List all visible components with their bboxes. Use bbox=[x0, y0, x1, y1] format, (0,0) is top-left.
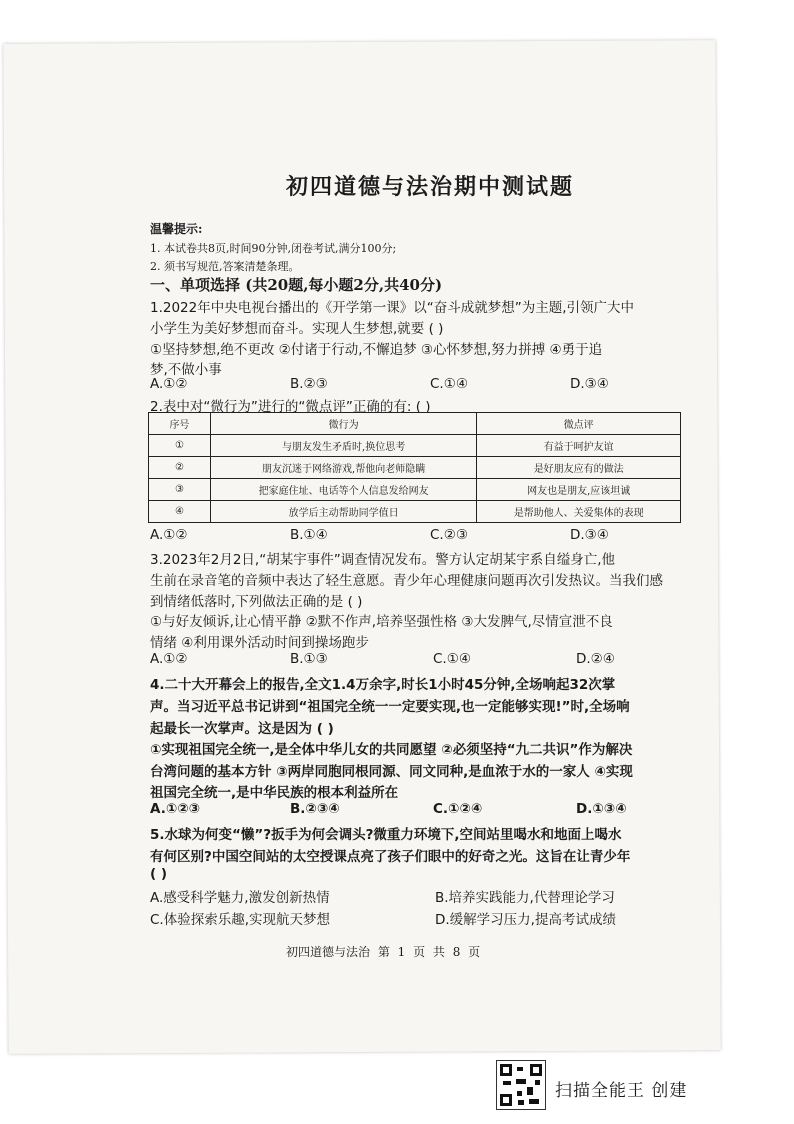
q5-stem-2: 有何区别?中国空间站的太空授课点亮了孩子们眼中的好奇之光。这旨在让青少年 bbox=[150, 849, 631, 865]
q4-option-d: D.①③④ bbox=[576, 801, 627, 817]
table-header: 序号 bbox=[149, 413, 211, 435]
table-cell: 是好朋友应有的做法 bbox=[477, 457, 681, 479]
q1-option-d: D.③④ bbox=[570, 376, 609, 392]
table-cell: 有益于呵护友谊 bbox=[477, 435, 681, 457]
q4-items-3: 祖国完全统一,是中华民族的根本利益所在 bbox=[150, 785, 399, 801]
tip-2: 2. 须书写规范,答案清楚条理。 bbox=[150, 260, 300, 273]
table-header: 微点评 bbox=[477, 413, 681, 435]
q4-option-b: B.②③④ bbox=[290, 801, 340, 817]
q4-stem-1: 4.二十大开幕会上的报告,全文1.4万余字,时长1小时45分钟,全场响起32次掌 bbox=[150, 677, 616, 693]
q3-option-a: A.①② bbox=[150, 651, 188, 667]
table-row bbox=[149, 457, 681, 479]
q3-stem-2: 生前在录音笔的音频中表达了轻生意愿。青少年心理健康问题再次引发热议。当我们感 bbox=[150, 573, 663, 589]
tips-heading: 温馨提示: bbox=[150, 222, 203, 236]
q4-items-1: ①实现祖国完全统一,是全体中华儿女的共同愿望 ②必须坚持“九二共识”作为解决 bbox=[150, 742, 633, 758]
q4-stem-2: 声。当习近平总书记讲到“祖国完全统一一定要实现,也一定能够实现!”时,全场响 bbox=[150, 699, 630, 715]
q4-items-2: 台湾问题的基本方针 ③两岸同胞同根同源、同文同种,是血浓于水的一家人 ④实现 bbox=[150, 764, 633, 780]
q1-items-1: ①坚持梦想,绝不更改 ②付诸于行动,不懈追梦 ③心怀梦想,努力拼搏 ④勇于追 bbox=[150, 342, 603, 358]
scanner-watermark: 扫描全能王 创建 bbox=[555, 1081, 688, 1101]
q2-option-b: B.①④ bbox=[290, 527, 328, 543]
table-cell: ② bbox=[149, 457, 211, 479]
q5-option-a: A.感受科学魅力,激发创新热情 bbox=[150, 890, 330, 906]
q5-option-d: D.缓解学习压力,提高考试成绩 bbox=[435, 912, 616, 928]
q3-stem-3: 到情绪低落时,下列做法正确的是 ( ) bbox=[150, 594, 363, 610]
q1-option-c: C.①④ bbox=[430, 376, 468, 392]
q3-option-c: C.①④ bbox=[433, 651, 471, 667]
q5-stem-1: 5.水球为何变“懒”?扳手为何会调头?微重力环境下,空间站里喝水和地面上喝水 bbox=[150, 827, 622, 843]
table-cell: 是帮助他人、关爱集体的表现 bbox=[477, 501, 681, 523]
table-row bbox=[149, 435, 681, 457]
table-header: 微行为 bbox=[210, 413, 476, 435]
q2-option-d: D.③④ bbox=[570, 527, 609, 543]
table-cell: 把家庭住址、电话等个人信息发给网友 bbox=[210, 479, 476, 501]
table-row bbox=[149, 479, 681, 501]
table-cell: 与朋友发生矛盾时,换位思考 bbox=[210, 435, 476, 457]
table-cell: 朋友沉迷于网络游戏,帮他向老师隐瞒 bbox=[210, 457, 476, 479]
table-cell: 放学后主动帮助同学值日 bbox=[210, 501, 476, 523]
q1-items-2: 梦,不做小事 bbox=[150, 362, 222, 378]
q1-option-a: A.①② bbox=[150, 376, 188, 392]
page-title: 初四道德与法治期中测试题 bbox=[286, 174, 575, 200]
section-heading: 一、单项选择 (共20题,每小题2分,共40分) bbox=[150, 276, 443, 294]
table-row bbox=[149, 501, 681, 523]
q4-option-c: C.①②④ bbox=[433, 801, 483, 817]
q1-option-b: B.②③ bbox=[290, 376, 328, 392]
q3-items-2: 情绪 ④利用课外活动时间到操场跑步 bbox=[150, 635, 369, 651]
table-header-row bbox=[149, 413, 681, 435]
table-cell: ① bbox=[149, 435, 211, 457]
table-cell: ④ bbox=[149, 501, 211, 523]
q3-option-d: D.②④ bbox=[576, 651, 615, 667]
q5-stem-3: ( ) bbox=[150, 866, 168, 882]
q2-option-c: C.②③ bbox=[430, 527, 468, 543]
table-cell: ③ bbox=[149, 479, 211, 501]
q5-option-c: C.体验探索乐趣,实现航天梦想 bbox=[150, 912, 331, 928]
q2-option-a: A.①② bbox=[150, 527, 188, 543]
q5-option-b: B.培养实践能力,代替理论学习 bbox=[435, 890, 615, 906]
tip-1: 1. 本试卷共8页,时间90分钟,闭卷考试,满分100分; bbox=[150, 242, 397, 255]
q3-stem-1: 3.2023年2月2日,“胡某宇事件”调查情况发布。警方认定胡某宇系自缢身亡,他 bbox=[150, 552, 615, 568]
q2-table bbox=[148, 412, 681, 523]
q3-option-b: B.①③ bbox=[290, 651, 328, 667]
q2-stem: 2.表中对“微行为”进行的“微点评”正确的有: ( ) bbox=[150, 399, 431, 415]
q4-option-a: A.①②③ bbox=[150, 801, 201, 817]
q1-stem-1: 1.2022年中央电视台播出的《开学第一课》以“奋斗成就梦想”为主题,引领广大中 bbox=[150, 300, 635, 316]
q4-stem-3: 起最长一次掌声。这是因为 ( ) bbox=[150, 721, 334, 737]
table-cell: 网友也是朋友,应该坦诚 bbox=[477, 479, 681, 501]
qr-code-icon bbox=[496, 1060, 546, 1110]
page-footer: 初四道德与法治 第 1 页 共 8 页 bbox=[286, 945, 481, 959]
q3-items-1: ①与好友倾诉,让心情平静 ②默不作声,培养坚强性格 ③大发脾气,尽情宣泄不良 bbox=[150, 614, 613, 630]
q1-stem-2: 小学生为美好梦想而奋斗。实现人生梦想,就要 ( ) bbox=[150, 321, 444, 337]
